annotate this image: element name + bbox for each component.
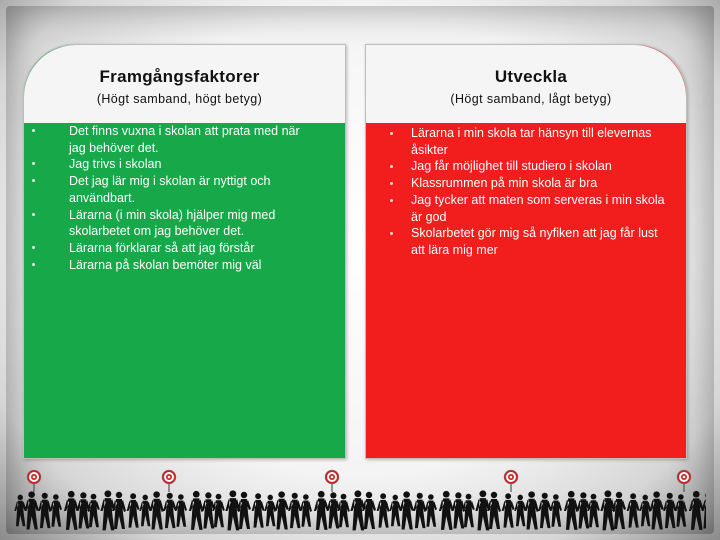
- list-item-text: Jag tycker att maten som serveras i min skola är god: [411, 192, 665, 224]
- bullet-icon: [390, 132, 393, 135]
- bullet-icon: [32, 263, 35, 266]
- bullet-icon: [390, 199, 393, 202]
- list-item-text: Lärarna på skolan bemöter mig väl: [69, 257, 262, 272]
- list-item-text: Skolarbetet gör mig så nyfiken att jag får lust att lära mig mer: [411, 226, 658, 257]
- bullet-icon: [390, 182, 393, 185]
- list-item: [32, 240, 312, 257]
- improvement-subtitle: (Högt samband, lågt betyg): [450, 92, 612, 106]
- targets-icon: [27, 470, 691, 492]
- bullet-icon: [390, 232, 393, 235]
- list-item-text: Det jag lär mig i skolan är nyttigt och användbart.: [69, 174, 271, 205]
- list-item-text: Lärarna i min skola tar hänsyn till elevernas åsikter: [411, 126, 652, 157]
- list-item: [32, 207, 312, 240]
- improvement-panel: [365, 44, 687, 459]
- success-factors-subtitle: (Högt samband, högt betyg): [96, 92, 263, 106]
- bullet-icon: [390, 165, 393, 168]
- people-silhouettes-icon: [14, 490, 706, 530]
- list-item-text: Jag får möjlighet till studiero i skolan: [411, 159, 612, 174]
- success-factors-list: [32, 123, 312, 273]
- improvement-title: Utveckla: [494, 67, 568, 86]
- list-item-text: Lärarna (i min skola) hjälper mig med skolarbetet om jag behöver det.: [69, 207, 276, 239]
- bullet-icon: [32, 162, 35, 165]
- improvement-list: [390, 125, 665, 259]
- success-factors-header: [24, 45, 345, 123]
- list-item: [390, 158, 665, 175]
- bullet-icon: [32, 179, 35, 182]
- list-item: [390, 192, 665, 225]
- bullet-icon: [32, 213, 35, 216]
- list-item: [390, 175, 665, 192]
- crowd-silhouette-with-targets-icon: [14, 466, 706, 540]
- improvement-header: [366, 45, 686, 123]
- success-factors-panel: [23, 44, 346, 459]
- success-factors-title: Framgångsfaktorer: [99, 67, 260, 86]
- list-item: [32, 123, 312, 156]
- list-item: [390, 225, 665, 258]
- list-item: [32, 156, 312, 173]
- list-item-text: Lärarna förklarar så att jag förstår: [69, 240, 255, 255]
- list-item: [32, 257, 312, 274]
- list-item: [390, 125, 665, 158]
- bullet-icon: [32, 129, 35, 132]
- bullet-icon: [32, 246, 35, 249]
- list-item-text: Klassrummen på min skola är bra: [411, 176, 598, 191]
- list-item-text: Det finns vuxna i skolan att prata med när jag behöver det.: [69, 124, 300, 155]
- list-item-text: Jag trivs i skolan: [69, 157, 162, 172]
- list-item: [32, 173, 312, 206]
